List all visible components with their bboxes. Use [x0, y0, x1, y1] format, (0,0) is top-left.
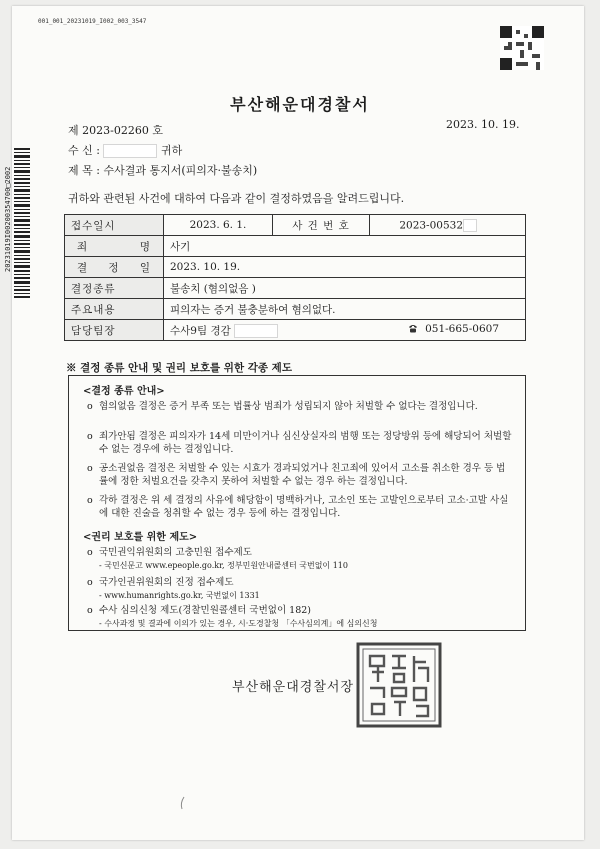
rights-item-title: 수사 심의신청 제도(경찰민원콜센터 국번없이 182)	[99, 605, 311, 616]
bullet: o	[87, 463, 93, 474]
issuer-signature: 부산해운대경찰서장	[232, 680, 355, 695]
decision-date-value: 2023. 10. 19.	[164, 257, 526, 278]
case-number-cell	[370, 215, 526, 236]
page-title: 부산해운대경찰서	[230, 95, 370, 114]
section-title: ※ 결정 종류 안내 및 권리 보호를 위한 각종 제도	[66, 362, 292, 374]
phone-number: 051-665-0607	[425, 322, 499, 335]
charge-value: 사기	[164, 236, 526, 257]
summary-value: 피의자는 증거 불충분하여 혐의없다.	[164, 299, 526, 320]
official-seal	[356, 642, 442, 728]
decision-guide-heading: <결정 종류 안내>	[83, 386, 165, 397]
qr-code	[500, 26, 544, 70]
charge-label: 죄 명	[65, 236, 164, 257]
decision-item-1	[87, 400, 513, 413]
received-label: 접수일시	[65, 215, 164, 236]
decision-item-text: 혐의없음 결정은 증거 부족 또는 법률상 범죄가 성립되지 않아 처벌할 수 없다는 결정입니다.	[99, 401, 478, 412]
officer-cell	[164, 320, 526, 341]
case-info-table	[64, 214, 526, 341]
decision-type-label: 결정종류	[65, 278, 164, 299]
phone-icon	[408, 324, 418, 333]
decision-item-4	[87, 494, 513, 520]
redacted-recipient	[103, 144, 157, 158]
recipient-suffix: 귀하	[160, 144, 183, 157]
decision-item-3	[87, 462, 513, 488]
barcode	[14, 148, 30, 298]
rights-item-title: 국민권익위원회의 고충민원 접수제도	[99, 547, 252, 558]
issue-date: 2023. 10. 19.	[446, 118, 520, 131]
decision-item-text: 각하 결정은 위 세 결정의 사유에 해당함이 명백하거나, 고소인 또는 고발인으로부터 고소·고발 사실에 대한 진술을 청취할 수 없는 경우 등에 하는 결정입니다.	[99, 495, 509, 519]
vertical-document-code: 20231019I00200354700□2002	[4, 166, 12, 272]
phone-block	[408, 323, 499, 335]
decision-item-text: 공소권없음 결정은 처벌할 수 있는 시효가 경과되었거나 친고죄에 있어서 고소를 취소한 경우 등 법률에 정한 처벌요건을 갖추지 못하여 처벌할 수 없는 경우 하는 결정입니다.	[99, 463, 506, 487]
bullet: o	[87, 401, 93, 412]
document-id: 001_001_20231019_I002_003_3547	[38, 18, 147, 25]
received-value: 2023. 6. 1.	[164, 215, 273, 236]
summary-label: 주요내용	[65, 299, 164, 320]
rights-item-detail: - 수사과정 및 결과에 이의가 있는 경우, 시·도경찰청 「수사심의계」에 심의신청	[99, 619, 378, 628]
bullet: o	[87, 605, 93, 616]
bullet: o	[87, 495, 93, 506]
bullet: o	[87, 431, 93, 442]
decision-item-2	[87, 430, 513, 456]
decision-type-value: 불송치 (혐의없음 )	[164, 278, 526, 299]
bullet: o	[87, 577, 93, 588]
decision-item-text: 죄가안됨 결정은 피의자가 14세 미만이거나 심신상실자의 범행 또는 정당방위 등에 해당되어 처벌할 수 없는 경우에 하는 결정입니다.	[99, 431, 512, 455]
bullet: o	[87, 547, 93, 558]
rights-item-detail: - www.humanrights.go.kr, 국번없이 1331	[99, 591, 260, 600]
recipient-label: 수 신 :	[68, 144, 100, 157]
intro-text: 귀하와 관련된 사건에 대하여 다음과 같이 결정하였음을 알려드립니다.	[68, 192, 405, 205]
rights-item-1	[87, 546, 513, 572]
rights-item-2	[87, 576, 513, 602]
rights-item-detail: - 국민신문고 www.epeople.go.kr, 정부민원안내콜센터 국번없이 110	[99, 561, 348, 570]
subject-line: 제 목 : 수사결과 통지서(피의자·불송치)	[68, 164, 258, 177]
guide-box	[68, 375, 526, 631]
rights-guide-heading: <권리 보호를 위한 제도>	[83, 532, 198, 543]
decision-date-label: 결 정 일	[65, 257, 164, 278]
redacted-case-suffix	[463, 219, 477, 232]
pen-mark	[178, 796, 188, 810]
document-number: 제 2023-02260 호	[68, 124, 163, 137]
officer-value: 수사9팀 경감	[170, 324, 231, 337]
case-number-value: 2023-00532	[399, 219, 463, 231]
rights-item-3	[87, 604, 513, 630]
recipient-line	[68, 142, 182, 158]
case-number-label: 사 건 번 호	[273, 215, 370, 236]
redacted-officer-name	[234, 324, 278, 338]
officer-label: 담당팀장	[65, 320, 164, 341]
rights-item-title: 국가인권위원회의 진정 접수제도	[99, 577, 234, 588]
